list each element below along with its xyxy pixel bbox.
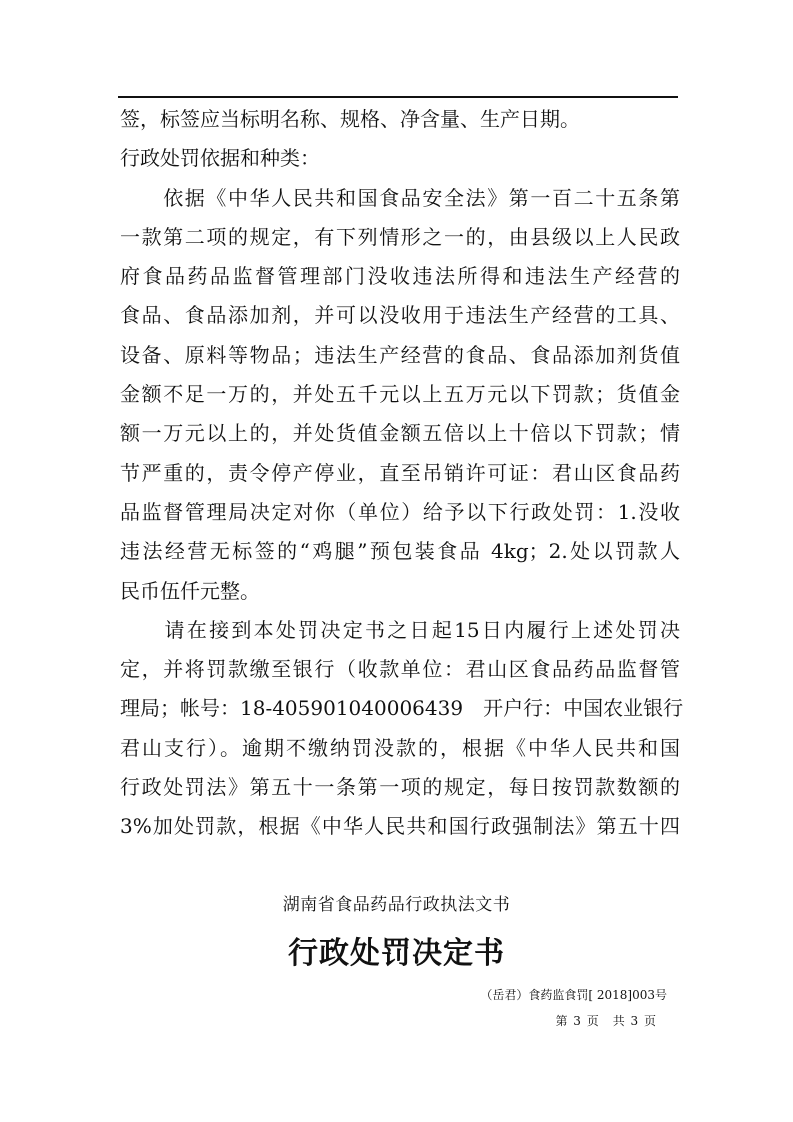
text-line: 依据《中华人民共和国食品安全法》第一百二十五条第 [120,185,680,210]
text-line: 君山支行）。逾期不缴纳罚没款的，根据《中华人民共和国 [120,735,680,760]
page-number: 第 3 页 共 3 页 [555,1014,657,1028]
text-line: 民币伍仟元整。 [120,578,260,603]
text-line: 府食品药品监督管理部门没收违法所得和违法生产经营的 [120,264,680,289]
issuing-organization: 湖南省食品药品行政执法文书 [282,895,511,915]
text-line: 理局；帐号：18-405901040006439 开户行：中国农业银行 [120,696,684,721]
text-line: 品监督管理局决定对你（单位）给予以下行政处罚：1.没收 [120,499,680,524]
text-line: 行政处罚依据和种类： [120,146,320,171]
text-line: 一款第二项的规定，有下列情形之一的，由县级以上人民政 [120,224,680,249]
document-number: （岳君）食药监食罚[ 2018]003号 [480,988,667,1002]
text-line: 设备、原料等物品；违法生产经营的食品、食品添加剂货值 [120,342,680,367]
top-rule [118,96,678,98]
text-line: 违法经营无标签的“鸡腿”预包装食品 4kg；2.处以罚款人 [120,539,680,564]
text-line: 3%加处罚款，根据《中华人民共和国行政强制法》第五十四 [120,814,680,839]
text-line: 金额不足一万的，并处五千元以上五万元以下罚款；货值金 [120,382,680,407]
document-title: 行政处罚决定书 [288,936,505,971]
text-line: 额一万元以上的，并处货值金额五倍以上十倍以下罚款；情 [120,421,680,446]
text-line: 节严重的，责令停产停业，直至吊销许可证：君山区食品药 [120,460,680,485]
text-line: 定，并将罚款缴至银行（收款单位：君山区食品药品监督管 [120,657,680,682]
text-line: 签，标签应当标明名称、规格、净含量、生产日期。 [120,107,580,131]
text-line: 请在接到本处罚决定书之日起15日内履行上述处罚决 [120,617,680,642]
text-line: 食品、食品添加剂，并可以没收用于违法生产经营的工具、 [120,303,680,328]
document-body [120,100,684,847]
text-line: 行政处罚法》第五十一条第一项的规定，每日按罚款数额的 [120,775,680,800]
